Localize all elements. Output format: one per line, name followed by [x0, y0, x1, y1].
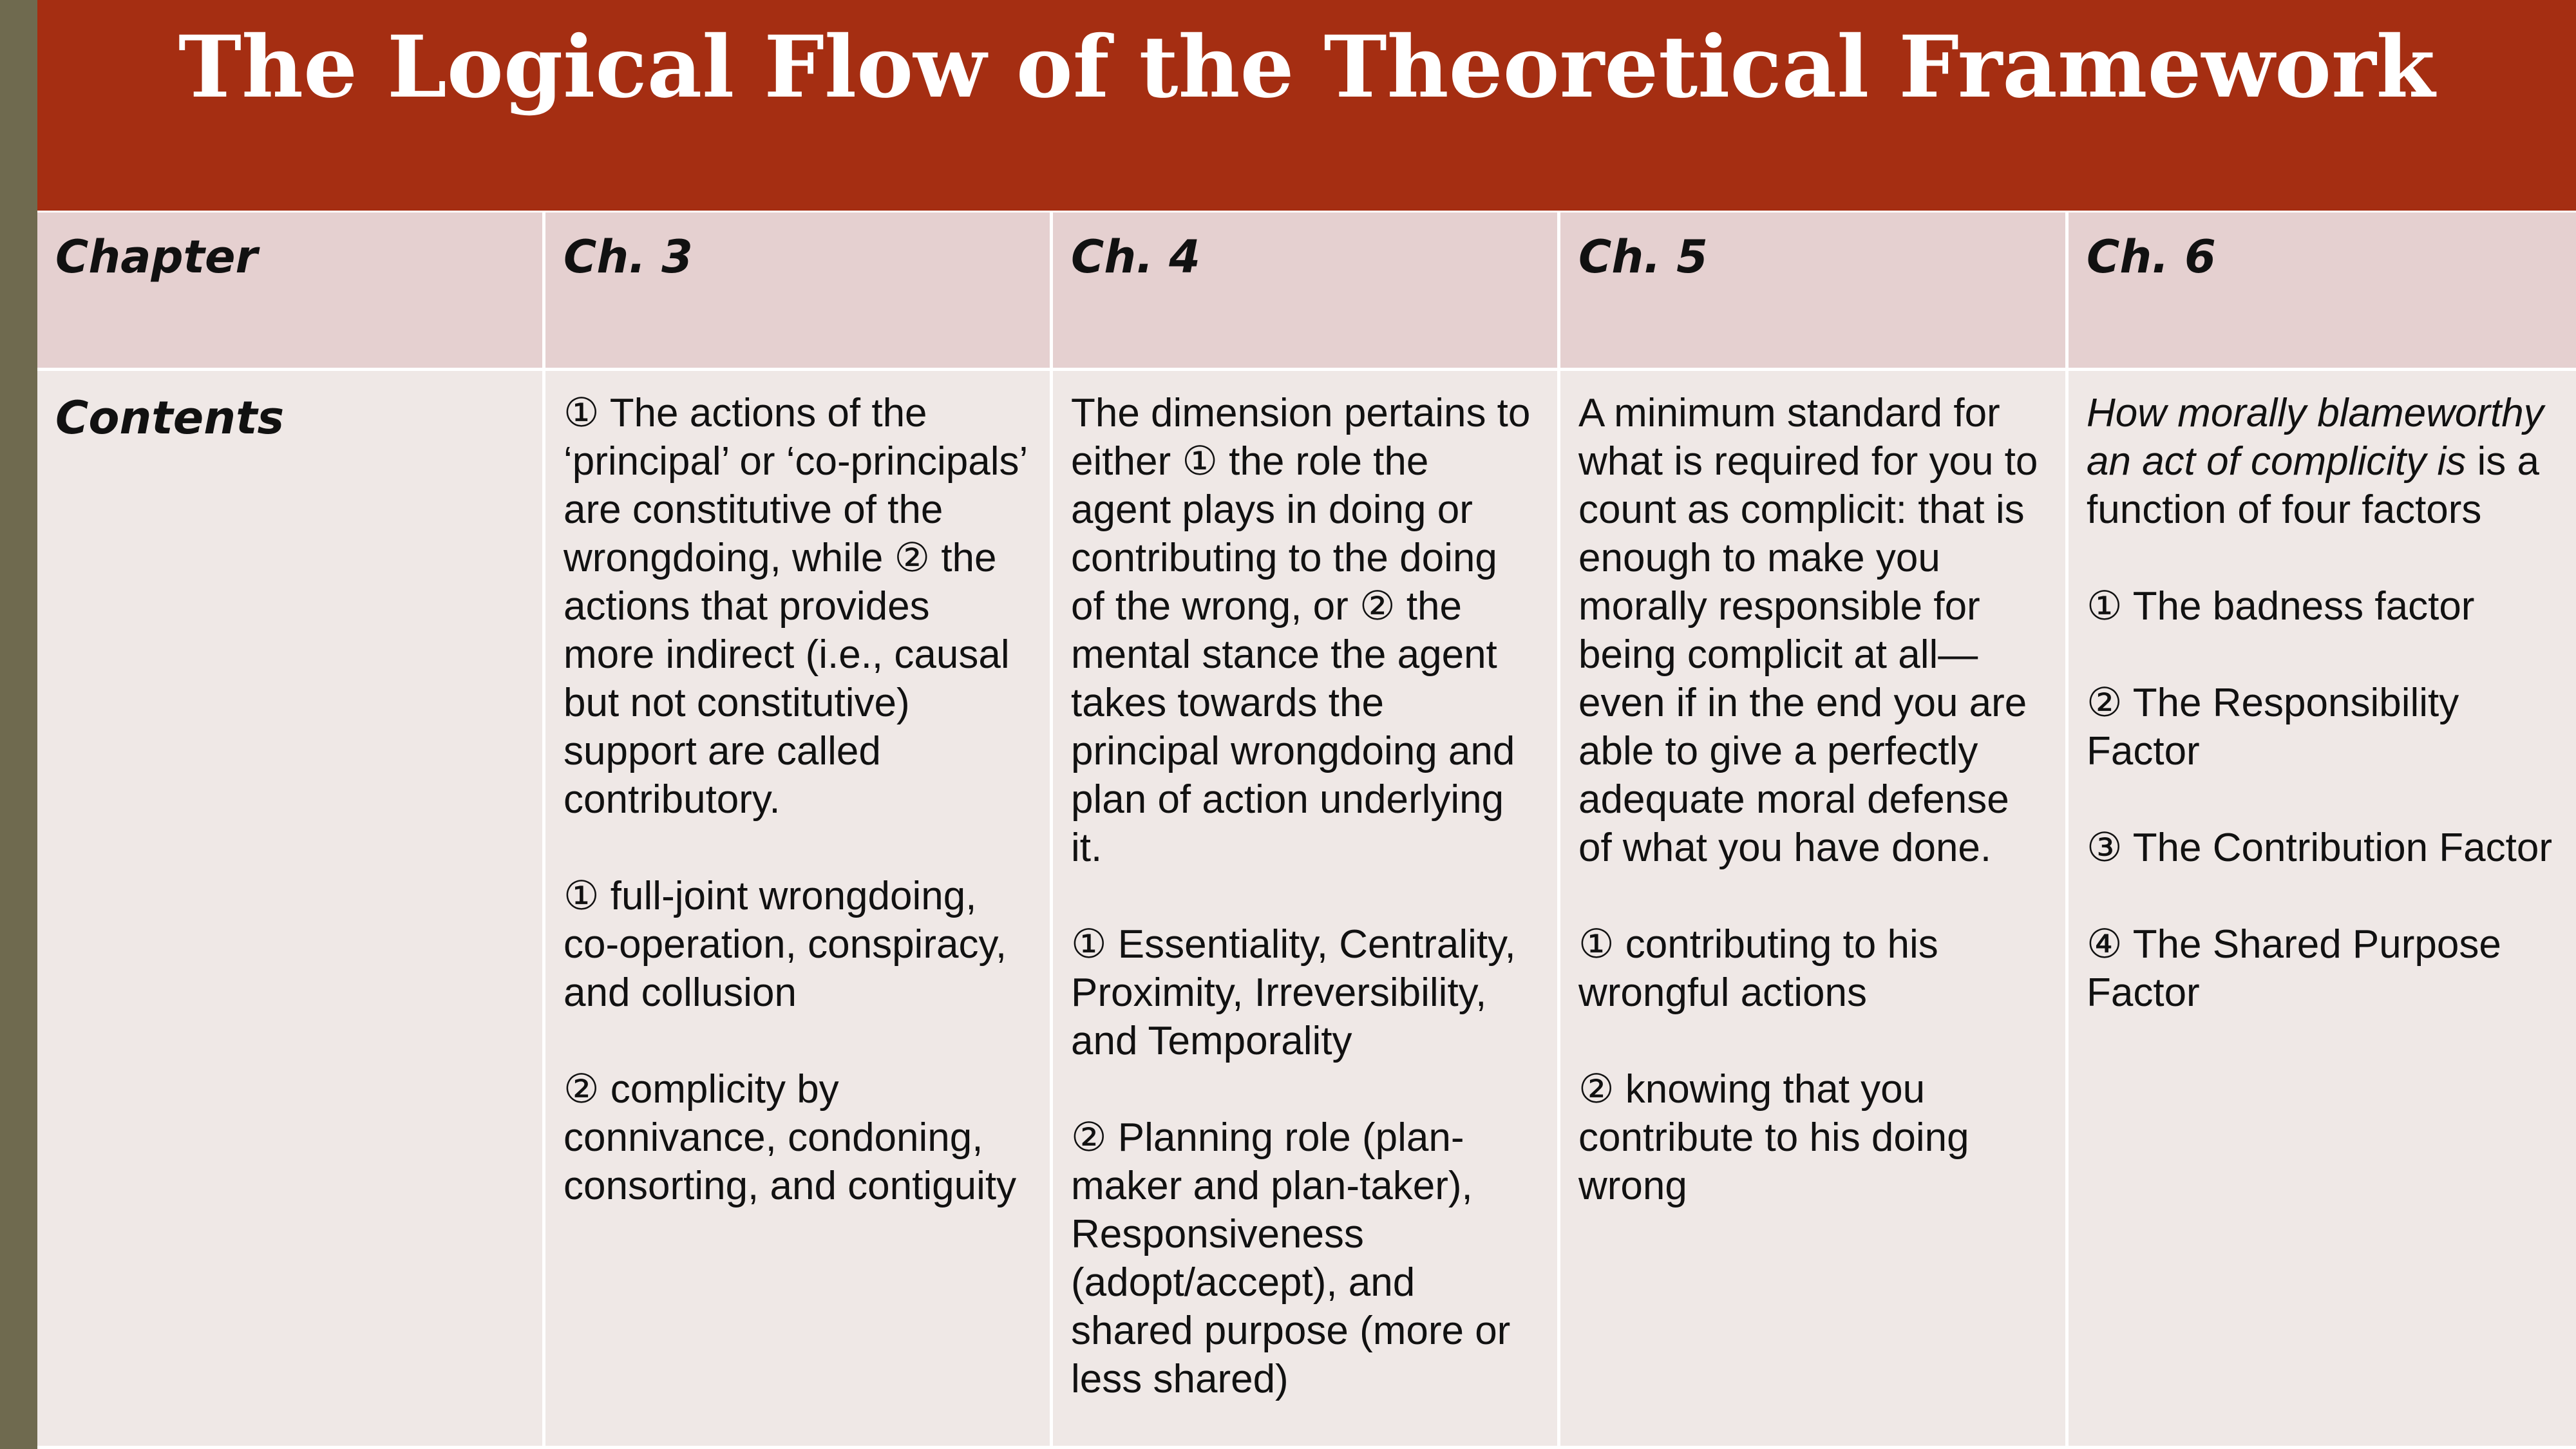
ch5-paragraph-1: A minimum standard for what is required for you to count as complicit: that is enough to make you morally responsible for being complicit at all—even if in the end you are able to give a perfectly adequate moral defense of what you have done.	[1578, 391, 2038, 870]
slide-title: The Logical Flow of the Theoretical Framework	[178, 17, 2436, 117]
chapter-heading-ch3: Ch. 3	[564, 231, 693, 283]
framework-table	[37, 213, 2576, 1449]
chapter-heading-ch4: Ch. 4	[1071, 231, 1200, 283]
left-accent-bar	[0, 0, 37, 1449]
ch6-intro-italic: How morally blameworthy an act of complicity is	[2087, 391, 2544, 484]
header-cell-ch4	[1053, 213, 1560, 371]
ch6-factor-1: ① The badness factor	[2087, 584, 2475, 629]
header-cell-ch5	[1560, 213, 2069, 371]
title-band	[37, 0, 2576, 211]
body-cell-ch4	[1053, 371, 1560, 1449]
ch4-paragraph-3: ② Planning role (plan-maker and plan-taker), Responsiveness (adopt/accept), and shared purpose (more or less shared)	[1071, 1115, 1511, 1401]
ch6-factor-4: ④ The Shared Purpose Factor	[2087, 922, 2501, 1015]
chapter-heading-ch6: Ch. 6	[2087, 231, 2216, 283]
body-cell-contents-label	[37, 371, 545, 1449]
row-label-contents: Contents	[55, 392, 285, 444]
header-cell-ch6	[2069, 213, 2576, 371]
body-cell-ch5	[1560, 371, 2069, 1449]
header-cell-chapter-label	[37, 213, 545, 371]
ch3-paragraph-2: ① full-joint wrongdoing, co-operation, conspiracy, and collusion	[564, 874, 1007, 1015]
ch6-factor-2: ② The Responsibility Factor	[2087, 681, 2459, 773]
body-cell-ch3	[545, 371, 1053, 1449]
ch6-intro	[2087, 389, 2558, 534]
ch6-factor-3: ③ The Contribution Factor	[2087, 826, 2552, 870]
ch3-paragraph-3: ② complicity by connivance, condoning, consorting, and contiguity	[564, 1067, 1017, 1208]
ch6-intro-rest: is a function of four factors	[2087, 439, 2539, 532]
row-label-chapter: Chapter	[55, 231, 258, 283]
ch5-paragraph-2: ① contributing to his wrongful actions	[1578, 922, 1938, 1015]
ch3-paragraph-1: ① The actions of the ‘principal’ or ‘co-principals’ are constitutive of the wrongdoing, while ② the actions that provides more indirect (i.e., causal but not constitutive) support are called contributory.	[564, 391, 1027, 822]
chapter-heading-ch5: Ch. 5	[1578, 231, 1708, 283]
ch4-paragraph-1: The dimension pertains to either ① the role the agent plays in doing or contributing to the doing of the wrong, or ② the mental stance the agent takes towards the principal wrongdoing and plan of action underlying it.	[1071, 391, 1531, 870]
header-cell-ch3	[545, 213, 1053, 371]
ch5-paragraph-3: ② knowing that you contribute to his doing wrong	[1578, 1067, 1969, 1208]
ch4-paragraph-2: ① Essentiality, Centrality, Proximity, Irreversibility, and Temporality	[1071, 922, 1516, 1063]
body-cell-ch6	[2069, 371, 2576, 1449]
